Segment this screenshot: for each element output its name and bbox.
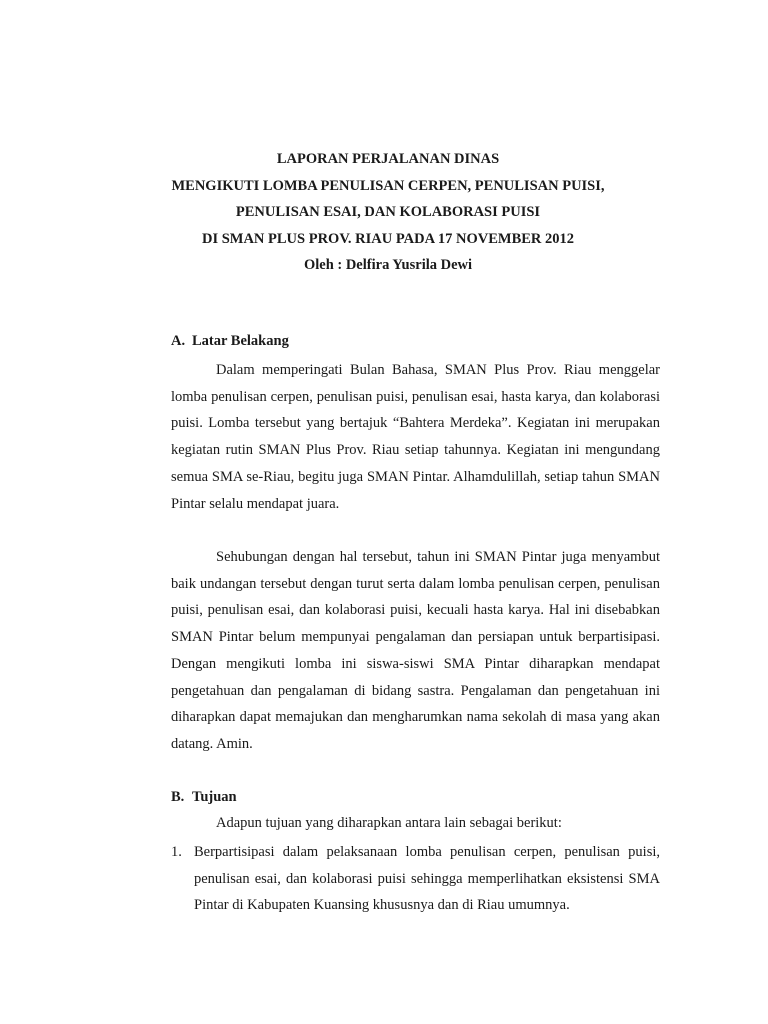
section-a-paragraph-2: Sehubungan dengan hal tersebut, tahun ini SMAN Pintar juga menyambut baik undangan tersebut dengan turut serta dalam lomba penulisan cerpen, penulisan puisi, penulisan esai, dan kolaborasi puisi, kecuali hasta karya. Hal ini disebabkan SMAN Pintar belum mempunyai pengalaman dan persiapan untuk berpartisipasi. Dengan mengikuti lomba ini siswa-siswi SMA Pintar diharapkan mendapat pengetahuan dan pengalaman di bidang sastra. Pengalaman dan pengetahuan ini diharapkan dapat memajukan dan mengharumkan nama sekolah di masa yang akan datang. Amin. — [171, 549, 660, 752]
title-line-4: DI SMAN PLUS PROV. RIAU PADA 17 NOVEMBER 2012 — [201, 230, 575, 247]
list-item — [171, 839, 660, 919]
author-line: Oleh : Delfira Yusrila Dewi — [303, 257, 473, 273]
section-b-title: Tujuan — [192, 789, 237, 805]
title-line-3: PENULISAN ESAI, DAN KOLABORASI PUISI — [235, 204, 541, 220]
section-a-title: Latar Belakang — [192, 333, 289, 349]
list-item-number: 1. — [171, 844, 182, 860]
title-line-1: LAPORAN PERJALANAN DINAS — [276, 151, 500, 167]
section-a-paragraph-1: Dalam memperingati Bulan Bahasa, SMAN Plus Prov. Riau menggelar lomba penulisan cerpen, penulisan puisi, penulisan esai, hasta karya, dan kolaborasi puisi. Lomba tersebut yang bertajuk “Bahtera Merdeka”. Kegiatan ini merupakan kegiatan rutin SMAN Plus Prov. Riau setiap tahunnya. Kegiatan ini mengundang semua SMA se-Riau, begitu juga SMAN Pintar. Alhamdulillah, setiap tahun SMAN Pintar selalu mendapat juara. — [171, 362, 660, 512]
section-a-heading — [171, 333, 289, 350]
document-title-block — [0, 146, 768, 279]
section-b-letter: B. — [171, 789, 185, 805]
section-a-letter: A. — [171, 333, 186, 349]
list-item-text: Berpartisipasi dalam pelaksanaan lomba penulisan cerpen, penulisan puisi, penulisan esai, dan kolaborasi puisi sehingga memperlihatkan eksistensi SMA Pintar di Kabupaten Kuansing khususnya dan di Riau umumnya. — [194, 844, 660, 914]
section-b-heading — [171, 789, 237, 806]
section-b-intro: Adapun tujuan yang diharapkan antara lain sebagai berikut: — [216, 815, 562, 831]
title-line-2: MENGIKUTI LOMBA PENULISAN CERPEN, PENULISAN PUISI, — [171, 177, 605, 194]
